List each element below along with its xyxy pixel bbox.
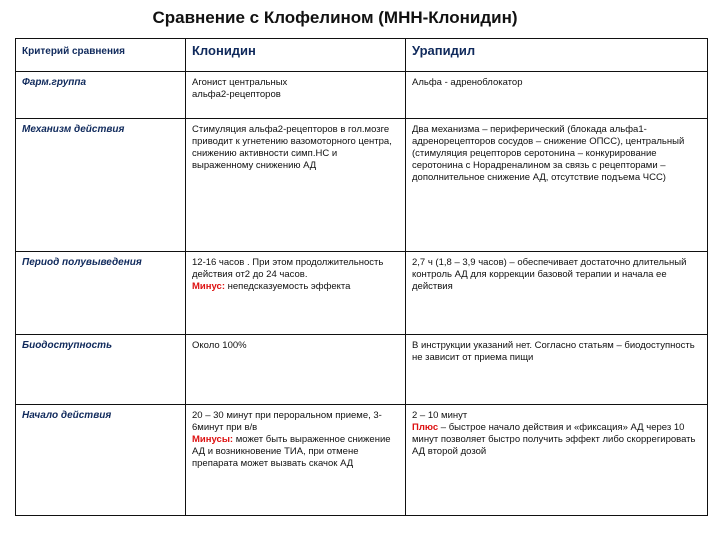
minus-label: Минусы: bbox=[192, 434, 234, 445]
header-criterion: Критерий сравнения bbox=[16, 39, 186, 72]
table-row bbox=[16, 72, 708, 119]
cell-text: 2 – 10 минут bbox=[412, 410, 468, 421]
cell-note: может быть выраженное снижение АД и возникновение ТИА, при отмене препарата может вызвать скачок АД bbox=[192, 434, 391, 469]
table-row bbox=[16, 119, 708, 252]
clonidine-cell: Около 100% bbox=[186, 335, 406, 405]
comparison-table bbox=[15, 38, 708, 516]
plus-label: Плюс bbox=[412, 422, 439, 433]
minus-label: Минус: bbox=[192, 281, 225, 292]
criterion-cell: Начало действия bbox=[16, 405, 186, 516]
table-row bbox=[16, 252, 708, 335]
slide-title: Сравнение с Клофелином (МНН-Клонидин) bbox=[152, 8, 518, 27]
criterion-cell: Биодоступность bbox=[16, 335, 186, 405]
clonidine-cell: Стимуляция альфа2-рецепторов в гол.мозге приводит к угнетению вазомоторного центра, снижению активности симп.НС и выраженному снижению АД bbox=[186, 119, 406, 252]
cell-text: 20 – 30 минут при пероральном приеме, 3-6минут при в/в bbox=[192, 410, 382, 433]
criterion-cell: Период полувыведения bbox=[16, 252, 186, 335]
urapidil-cell: Два механизма – периферический (блокада альфа1-адренорецепторов сосудов – снижение ОПСС), центральный (стимуляция рецепторов серотонина – конкурирование серотонина с Норадреналином за связь с рецепторами – дополнительное снижение АД, отсутствие подъема ЧСС) bbox=[406, 119, 708, 252]
cell-note: – быстрое начало действия и «фиксация» АД через 10 минут позволяет быстро получить эффект либо скоррегировать АД второй дозой bbox=[412, 422, 696, 457]
clonidine-cell bbox=[186, 252, 406, 335]
cell-text: Агонист центральных bbox=[192, 77, 288, 88]
cell-text: альфа2-рецепторов bbox=[192, 89, 281, 100]
criterion-cell: Фарм.группа bbox=[16, 72, 186, 119]
urapidil-cell: 2,7 ч (1,8 – 3,9 часов) – обеспечивает достаточно длительный контроль АД для коррекции базовой терапии и начала ее действия bbox=[406, 252, 708, 335]
table-header-row bbox=[16, 39, 708, 72]
clonidine-cell bbox=[186, 72, 406, 119]
cell-text: 12-16 часов . При этом продолжительность действия от2 до 24 часов. bbox=[192, 257, 384, 280]
urapidil-cell: В инструкции указаний нет. Согласно статьям – биодоступность не зависит от приема пищи bbox=[406, 335, 708, 405]
header-urapidil: Урапидил bbox=[406, 39, 708, 72]
urapidil-cell: Альфа - адреноблокатор bbox=[406, 72, 708, 119]
clonidine-cell bbox=[186, 405, 406, 516]
table-row bbox=[16, 405, 708, 516]
header-clonidine: Клонидин bbox=[186, 39, 406, 72]
cell-note: непедсказуемость эффекта bbox=[225, 281, 351, 292]
urapidil-cell bbox=[406, 405, 708, 516]
criterion-cell: Механизм действия bbox=[16, 119, 186, 252]
table-row bbox=[16, 335, 708, 405]
